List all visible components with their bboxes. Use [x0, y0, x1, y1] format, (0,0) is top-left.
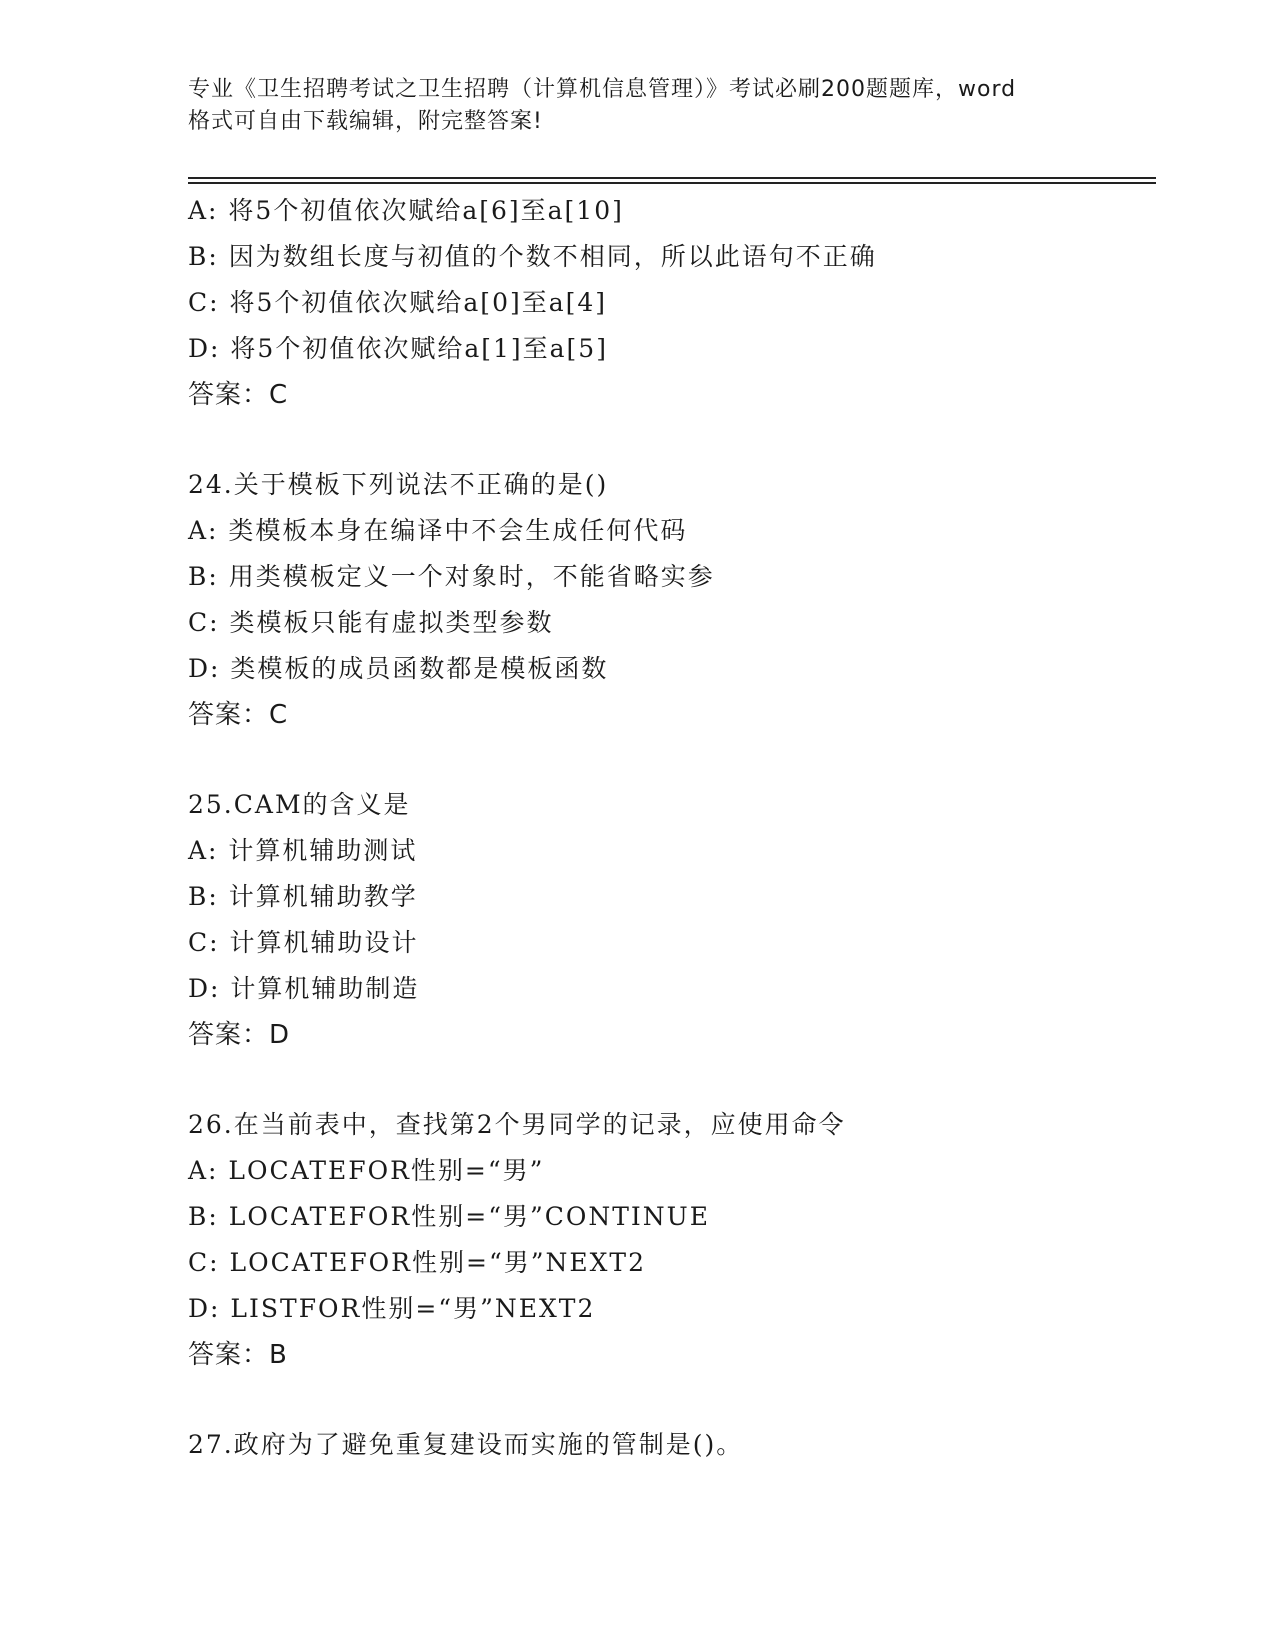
spacer [188, 418, 1148, 462]
question-27 [188, 1422, 1148, 1468]
question-stem: 27.政府为了避免重复建设而实施的管制是()。 [188, 1430, 744, 1459]
option-d: D: 类模板的成员函数都是模板函数 [188, 654, 609, 683]
question-stem: 25.CAM的含义是 [188, 790, 411, 819]
spacer [188, 1378, 1148, 1422]
option-b: B: 用类模板定义一个对象时，不能省略实参 [188, 562, 715, 591]
option-d: D: 计算机辅助制造 [188, 974, 420, 1003]
option-d: D: LISTFOR性别=“男”NEXT2 [188, 1294, 596, 1323]
option-c: C: LOCATEFOR性别=“男”NEXT2 [188, 1248, 647, 1277]
answer: 答案：C [188, 700, 289, 730]
option-b: B: 因为数组长度与初值的个数不相同，所以此语句不正确 [188, 242, 877, 271]
option-a: A: LOCATEFOR性别=“男” [188, 1156, 545, 1185]
answer: 答案：D [188, 1020, 291, 1050]
document-header [188, 74, 1088, 138]
header-title-line-1: 专业《卫生招聘考试之卫生招聘（计算机信息管理）》考试必刷200题题库，word [188, 77, 1017, 102]
option-a: A: 将5个初值依次赋给a[6]至a[10] [188, 196, 624, 225]
question-24 [188, 462, 1148, 738]
question-26 [188, 1102, 1148, 1378]
option-a: A: 计算机辅助测试 [188, 836, 418, 865]
header-title-line-2: 格式可自由下载编辑，附完整答案! [188, 109, 543, 134]
option-d: D: 将5个初值依次赋给a[1]至a[5] [188, 334, 608, 363]
question-stem: 24.关于模板下列说法不正确的是() [188, 470, 609, 499]
question-list [188, 188, 1148, 1468]
spacer [188, 738, 1148, 782]
question-23 [188, 188, 1148, 418]
header-divider-bottom [188, 182, 1156, 184]
option-c: C: 计算机辅助设计 [188, 928, 419, 957]
option-c: C: 类模板只能有虚拟类型参数 [188, 608, 554, 637]
question-25 [188, 782, 1148, 1058]
option-b: B: 计算机辅助教学 [188, 882, 418, 911]
option-b: B: LOCATEFOR性别=“男”CONTINUE [188, 1202, 710, 1231]
spacer [188, 1058, 1148, 1102]
answer: 答案：B [188, 1340, 288, 1370]
header-divider-top [188, 177, 1156, 179]
option-c: C: 将5个初值依次赋给a[0]至a[4] [188, 288, 608, 317]
answer: 答案：C [188, 380, 289, 410]
option-a: A: 类模板本身在编译中不会生成任何代码 [188, 516, 688, 545]
question-stem: 26.在当前表中，查找第2个男同学的记录，应使用命令 [188, 1110, 846, 1139]
